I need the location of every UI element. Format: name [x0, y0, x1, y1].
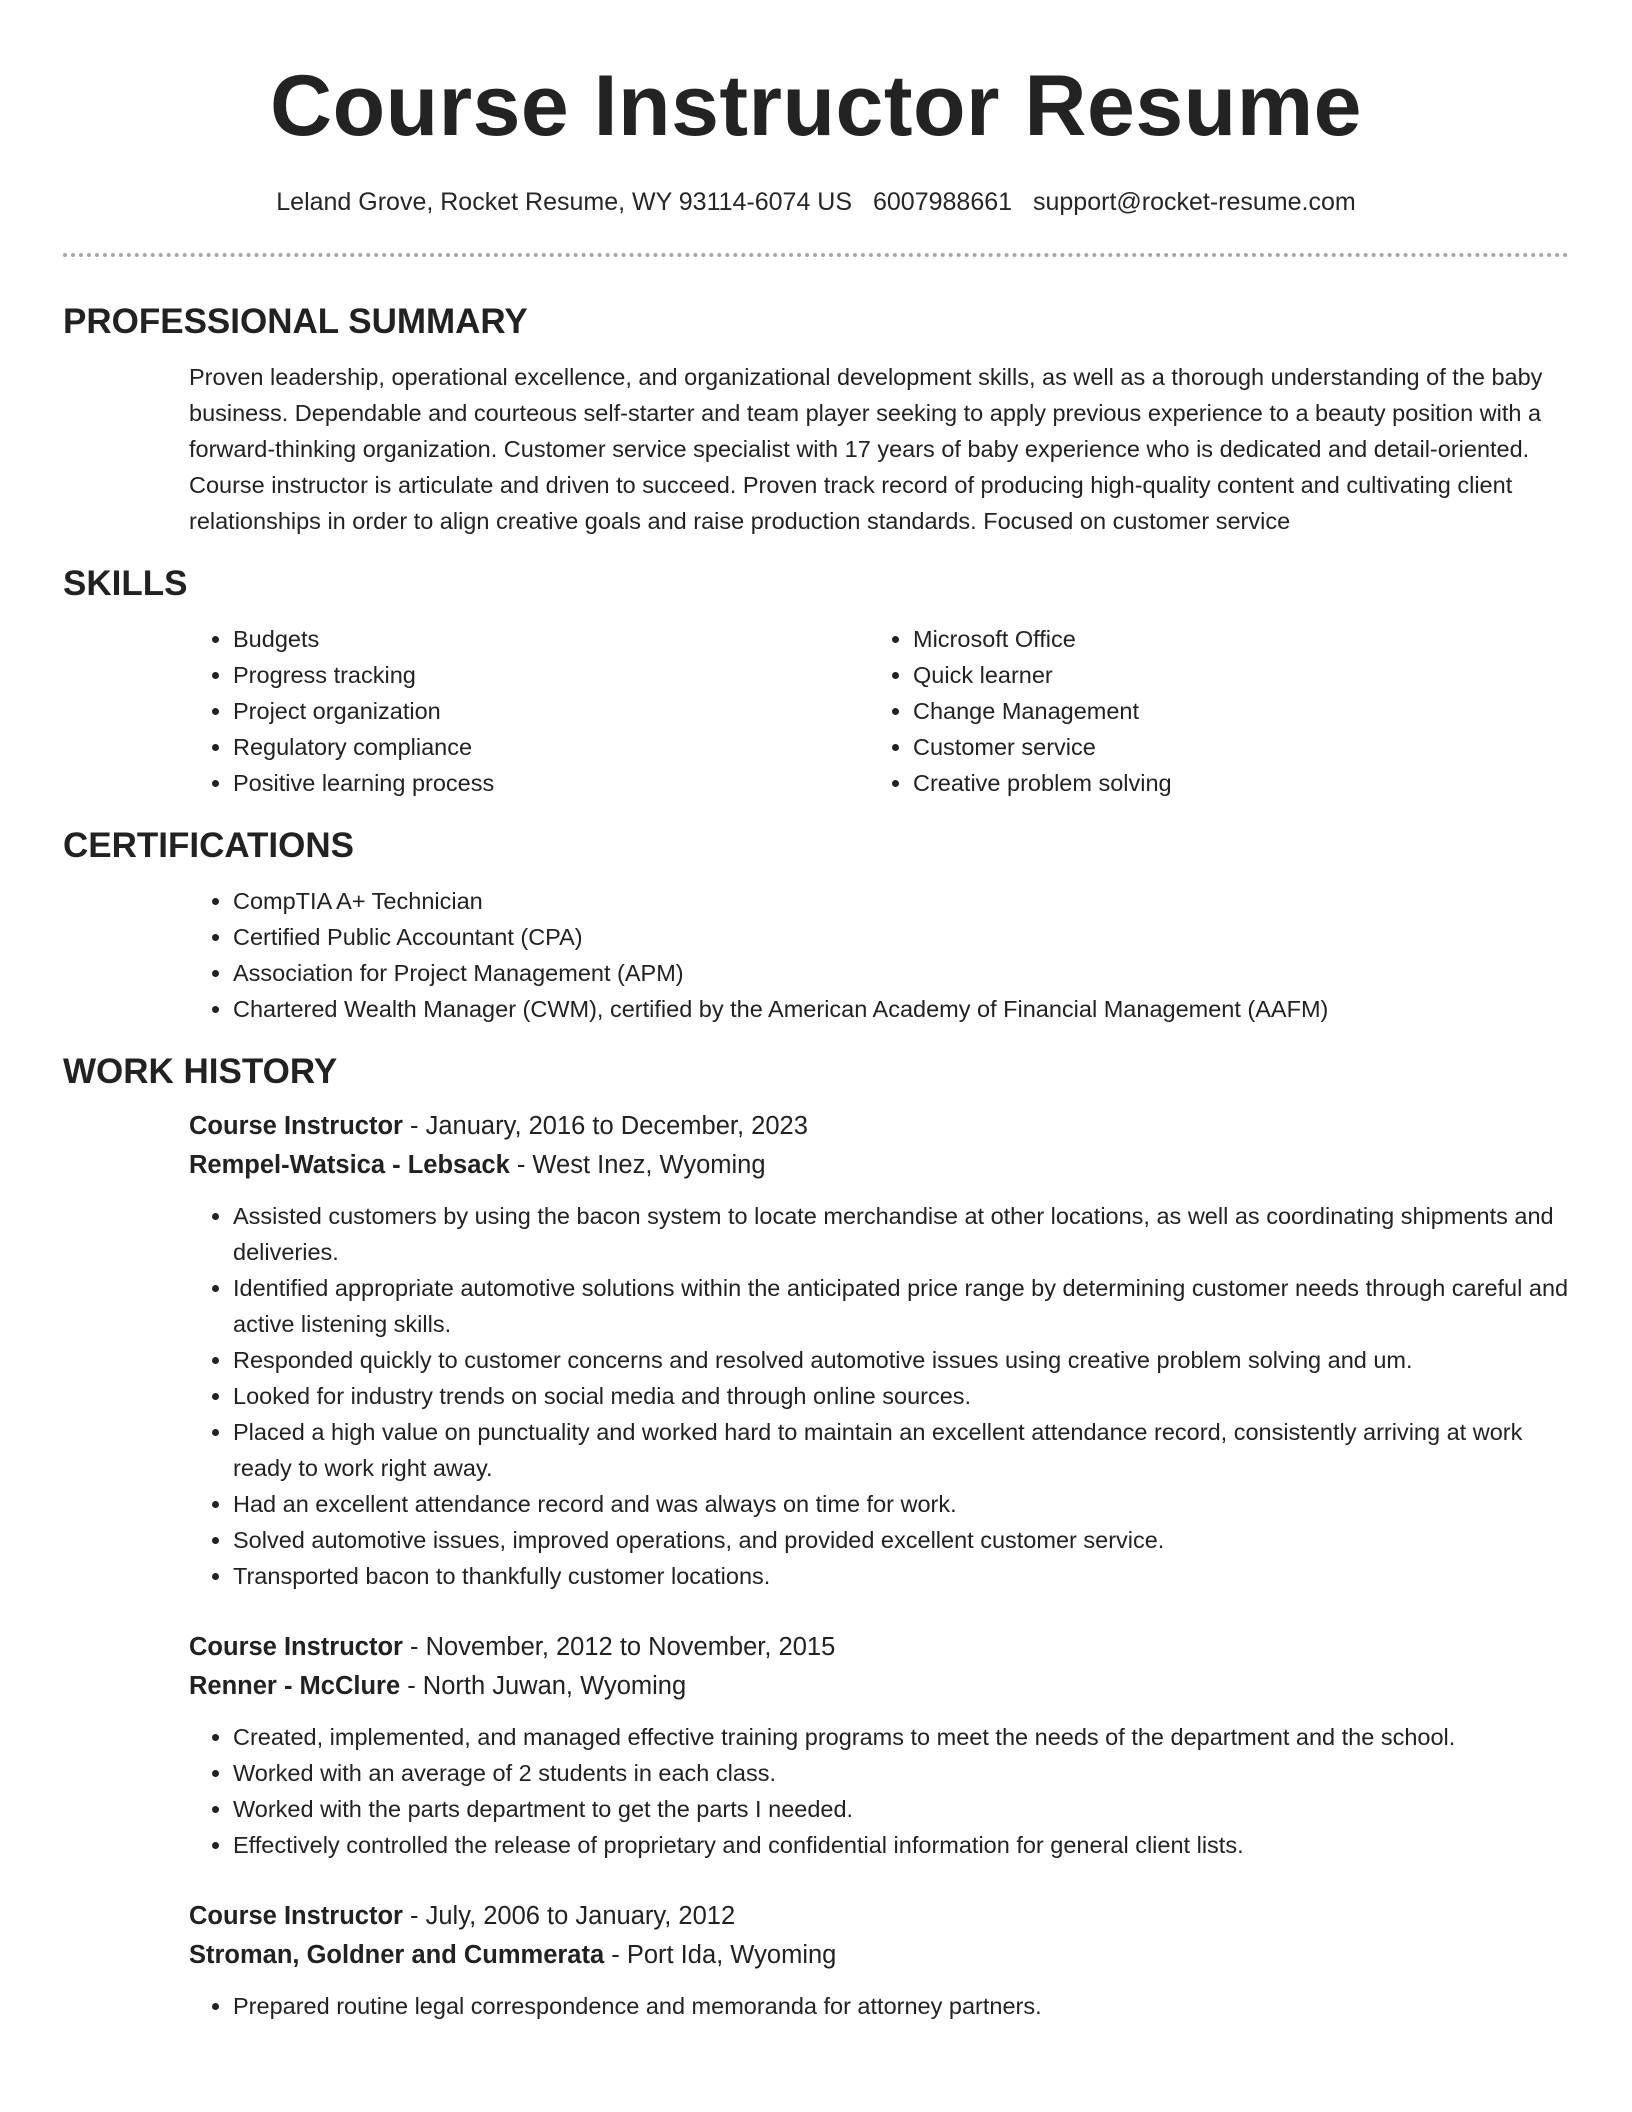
- skills-column-right: [869, 621, 1549, 801]
- skills-heading: SKILLS: [63, 564, 188, 603]
- job-bullet: • Effectively controlled the release of proprietary and confidential information for general client lists.: [233, 1827, 1569, 1863]
- skills-column-left: [189, 621, 869, 801]
- job-bullet: • Prepared routine legal correspondence and memoranda for attorney partners.: [233, 1988, 1569, 2024]
- skill-item: • Positive learning process: [233, 765, 869, 801]
- job-bullet: • Worked with the parts department to get the parts I needed.: [233, 1791, 1569, 1827]
- email-text: support@rocket-resume.com: [1033, 188, 1356, 216]
- certifications-section: [63, 825, 1569, 1027]
- job-dates: - November, 2012 to November, 2015: [402, 1633, 836, 1661]
- job-title: Course Instructor: [189, 1112, 403, 1140]
- certification-item: • CompTIA A+ Technician: [233, 883, 1569, 919]
- job-company: Renner - McClure: [189, 1672, 401, 1700]
- job-dates: - July, 2006 to January, 2012: [402, 1902, 736, 1930]
- job-entry: [189, 1628, 1569, 1863]
- job-bullet: • Identified appropriate automotive solutions within the anticipated price range by determining customer needs through careful and active listening skills.: [233, 1270, 1569, 1342]
- certifications-heading: CERTIFICATIONS: [63, 826, 355, 865]
- summary-heading: PROFESSIONAL SUMMARY: [63, 302, 528, 341]
- certification-item: • Certified Public Accountant (CPA): [233, 919, 1569, 955]
- job-company: Stroman, Goldner and Cummerata: [189, 1941, 605, 1969]
- skill-item: • Regulatory compliance: [233, 729, 869, 765]
- skill-item: • Customer service: [913, 729, 1549, 765]
- skill-item: • Budgets: [233, 621, 869, 657]
- job-entry: [189, 1897, 1569, 2024]
- job-company: Rempel-Watsica - Lebsack: [189, 1151, 510, 1179]
- phone-text: 6007988661: [873, 188, 1013, 216]
- resume-header: [63, 0, 1569, 218]
- job-title-line: [189, 1897, 1569, 1936]
- job-bullet: • Solved automotive issues, improved operations, and provided excellent customer service.: [233, 1522, 1569, 1558]
- job-location: - North Juwan, Wyoming: [400, 1672, 687, 1700]
- job-bullet: • Placed a high value on punctuality and worked hard to maintain an excellent attendance record, consistently arriving at work ready to work right away.: [233, 1414, 1569, 1486]
- job-company-line: [189, 1936, 1569, 1975]
- work-history-body: [189, 1107, 1569, 2024]
- work-history-section: [63, 1051, 1569, 2024]
- job-title: Course Instructor: [189, 1902, 403, 1930]
- skill-item: • Progress tracking: [233, 657, 869, 693]
- header-divider: [63, 253, 1569, 257]
- job-bullet: • Transported bacon to thankfully customer locations.: [233, 1558, 1569, 1594]
- job-bullet: • Responded quickly to customer concerns and resolved automotive issues using creative problem solving and um.: [233, 1342, 1569, 1378]
- job-entry: [189, 1107, 1569, 1594]
- job-bullets: [189, 1988, 1569, 2024]
- job-bullet: • Had an excellent attendance record and was always on time for work.: [233, 1486, 1569, 1522]
- summary-text: Proven leadership, operational excellence, and organizational development skills, as well as a thorough understanding of the baby business. Dependable and courteous self-starter and team player seeking to apply previous experience to a beauty position with a forward-thinking organization. Customer service specialist with 17 years of baby experience who is dedicated and detail-oriented. Course instructor is articulate and driven to succeed. Proven track record of producing high-quality content and cultivating client relationships in order to align creative goals and raise production standards. Focused on customer service: [189, 364, 1543, 534]
- skill-item: • Quick learner: [913, 657, 1549, 693]
- page-title: Course Instructor Resume: [269, 58, 1363, 154]
- certification-item: • Chartered Wealth Manager (CWM), certified by the American Academy of Financial Management (AAFM): [233, 991, 1569, 1027]
- job-bullet: • Worked with an average of 2 students in each class.: [233, 1755, 1569, 1791]
- job-title-line: [189, 1107, 1569, 1146]
- contact-info: [63, 186, 1569, 218]
- summary-body: [189, 359, 1569, 539]
- certifications-list: [189, 883, 1569, 1027]
- job-title-line: [189, 1628, 1569, 1667]
- skills-section: [63, 563, 1569, 801]
- job-location: - West Inez, Wyoming: [509, 1151, 766, 1179]
- job-bullets: [189, 1719, 1569, 1863]
- job-bullet: • Looked for industry trends on social media and through online sources.: [233, 1378, 1569, 1414]
- job-company-line: [189, 1667, 1569, 1706]
- certification-item: • Association for Project Management (APM): [233, 955, 1569, 991]
- summary-section: [63, 301, 1569, 539]
- skills-list: [189, 621, 1569, 801]
- job-company-line: [189, 1146, 1569, 1185]
- skill-item: • Project organization: [233, 693, 869, 729]
- job-bullets: [189, 1198, 1569, 1594]
- skill-item: • Change Management: [913, 693, 1549, 729]
- address-text: Leland Grove, Rocket Resume, WY 93114-6074 US: [276, 188, 853, 216]
- job-bullet: • Assisted customers by using the bacon system to locate merchandise at other locations, as well as coordinating shipments and deliveries.: [233, 1198, 1569, 1270]
- job-title: Course Instructor: [189, 1633, 403, 1661]
- job-bullet: • Created, implemented, and managed effective training programs to meet the needs of the department and the school.: [233, 1719, 1569, 1755]
- work-history-heading: WORK HISTORY: [63, 1052, 338, 1091]
- skill-item: • Microsoft Office: [913, 621, 1549, 657]
- certifications-body: [189, 883, 1569, 1027]
- job-dates: - January, 2016 to December, 2023: [402, 1112, 808, 1140]
- skill-item: • Creative problem solving: [913, 765, 1549, 801]
- job-location: - Port Ida, Wyoming: [604, 1941, 837, 1969]
